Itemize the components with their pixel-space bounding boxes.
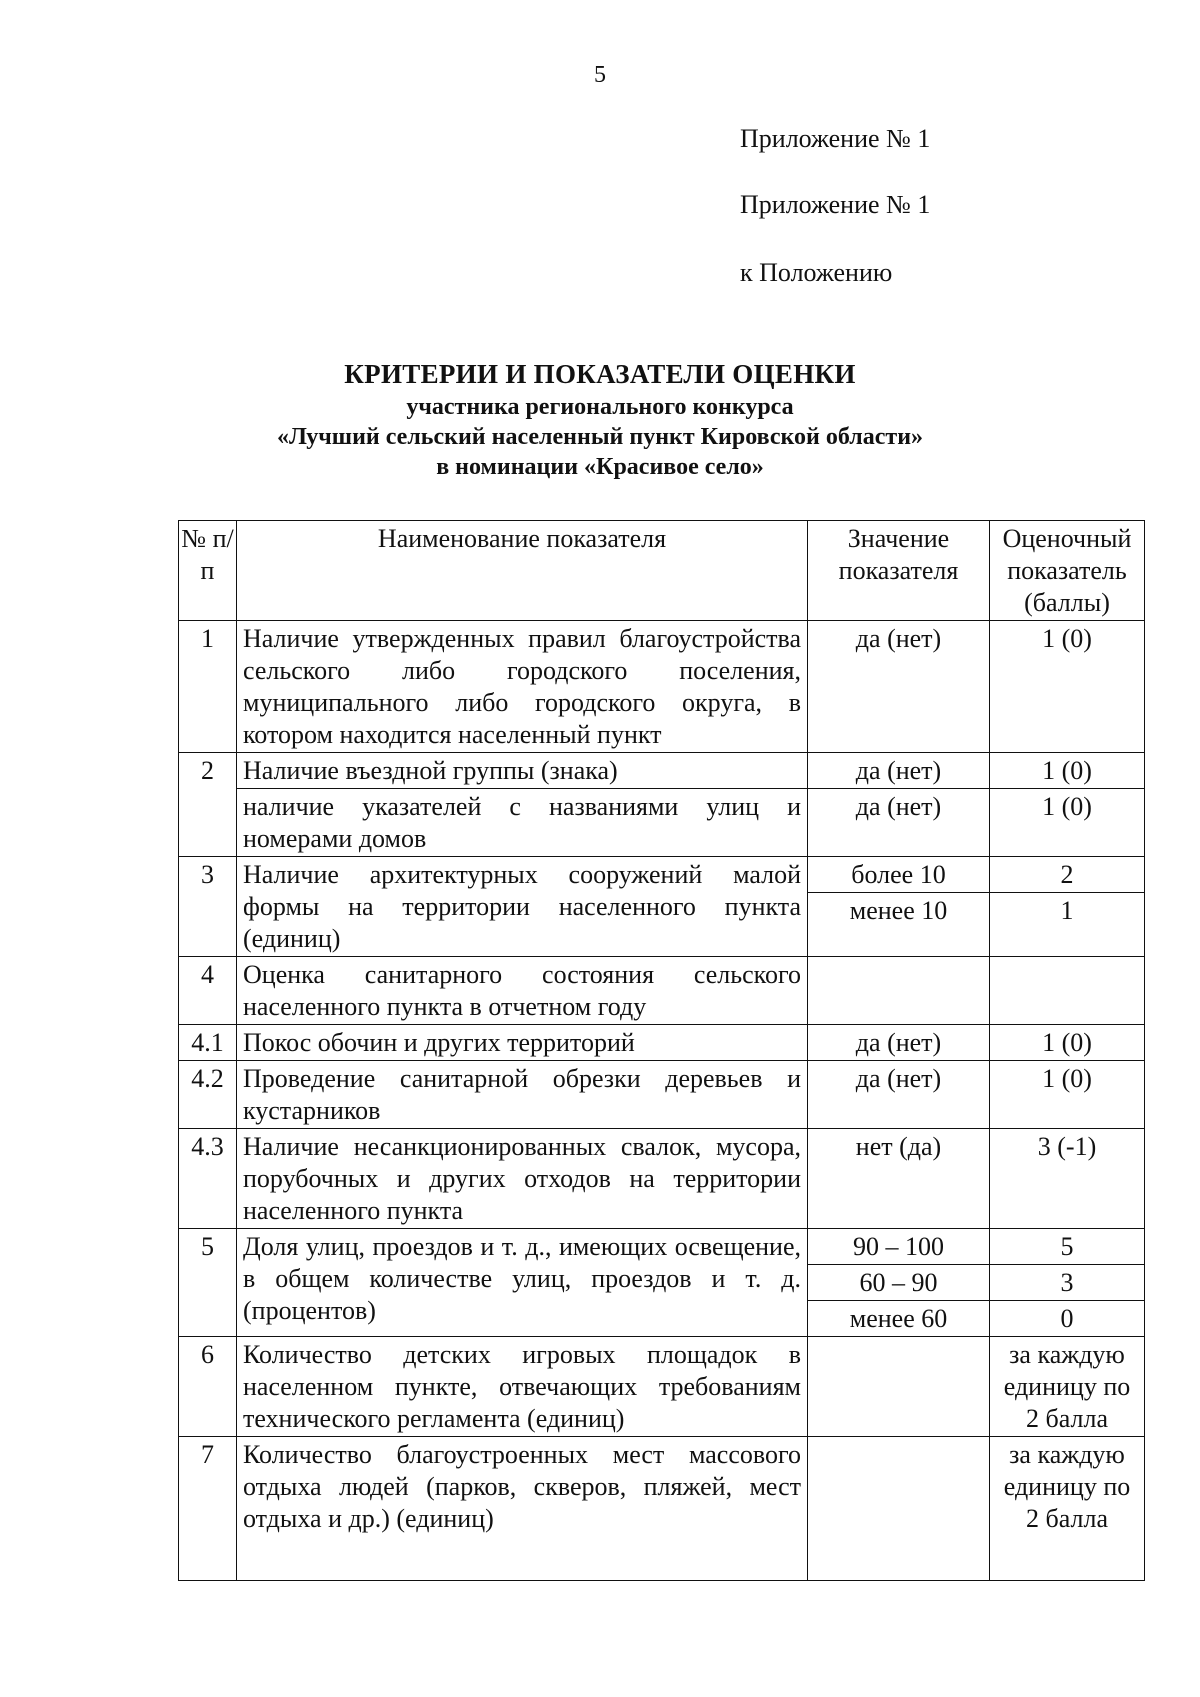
- row-value: менее 60: [808, 1301, 990, 1337]
- annex-reference: к Положению: [740, 258, 893, 287]
- row-num: 1: [179, 621, 237, 753]
- row-name: Оценка санитарного состояния сельского населенного пункта в отчетном году: [237, 957, 808, 1025]
- criteria-table: [178, 520, 1145, 1581]
- row-score: [990, 957, 1145, 1025]
- row-num: 2: [179, 753, 237, 857]
- row-value: да (нет): [808, 621, 990, 753]
- row-name: Покос обочин и других территорий: [237, 1025, 808, 1061]
- row-name: наличие указателей с названиями улиц и номерами домов: [237, 789, 808, 857]
- row-value: [808, 1337, 990, 1437]
- row-score: 1 (0): [990, 621, 1145, 753]
- row-score: 1 (0): [990, 1061, 1145, 1129]
- annex-label: Приложение № 1: [740, 124, 931, 153]
- row-num: 4.2: [179, 1061, 237, 1129]
- row-num: 3: [179, 857, 237, 957]
- row-score: 3: [990, 1265, 1145, 1301]
- title-sub-2: «Лучший сельский населенный пункт Кировской области»: [276, 424, 924, 450]
- row-value: нет (да): [808, 1129, 990, 1229]
- row-score: за каждую единицу по 2 балла: [990, 1337, 1145, 1437]
- table-header-row: [179, 521, 1145, 621]
- row-value: 60 – 90: [808, 1265, 990, 1301]
- row-name: Наличие архитектурных сооружений малой формы на территории населенного пункта (единиц): [237, 857, 808, 957]
- table-row: [179, 789, 1145, 857]
- row-name: Наличие утвержденных правил благоустройства сельского либо городского поселения, муниципального либо городского округа, в котором находится населенный пункт: [237, 621, 808, 753]
- row-value: да (нет): [808, 1025, 990, 1061]
- title-sub-3: в номинации «Красивое село»: [436, 454, 764, 480]
- row-score: 0: [990, 1301, 1145, 1337]
- row-num: 7: [179, 1437, 237, 1581]
- table-row: [179, 753, 1145, 789]
- row-score: 5: [990, 1229, 1145, 1265]
- row-num: 4.1: [179, 1025, 237, 1061]
- row-score: 2: [990, 857, 1145, 893]
- page-number: 5: [594, 62, 606, 88]
- row-num: 5: [179, 1229, 237, 1337]
- document-title: [0, 356, 1200, 482]
- table-row: [179, 1129, 1145, 1229]
- row-num: 4.3: [179, 1129, 237, 1229]
- row-value: более 10: [808, 857, 990, 893]
- row-score: 1 (0): [990, 1025, 1145, 1061]
- row-score: 3 (-1): [990, 1129, 1145, 1229]
- annex-label-repeat: Приложение № 1: [740, 190, 931, 219]
- row-value: да (нет): [808, 753, 990, 789]
- header-num: № п/п: [179, 521, 237, 621]
- row-score: 1 (0): [990, 753, 1145, 789]
- row-num: 4: [179, 957, 237, 1025]
- row-name: Проведение санитарной обрезки деревьев и кустарников: [237, 1061, 808, 1129]
- row-value: 90 – 100: [808, 1229, 990, 1265]
- title-sub-1: участника регионального конкурса: [406, 394, 794, 420]
- row-score: 1 (0): [990, 789, 1145, 857]
- row-value: [808, 1437, 990, 1581]
- table-row: [179, 1229, 1145, 1265]
- row-name: Наличие несанкционированных свалок, мусора, порубочных и других отходов на территории населенного пункта: [237, 1129, 808, 1229]
- row-name: Наличие въездной группы (знака): [237, 753, 808, 789]
- table-row: [179, 621, 1145, 753]
- row-value: да (нет): [808, 789, 990, 857]
- header-name: Наименование показателя: [237, 521, 808, 621]
- row-num: 6: [179, 1337, 237, 1437]
- table-row: [179, 857, 1145, 893]
- table-row: [179, 1061, 1145, 1129]
- row-score: 1: [990, 893, 1145, 957]
- row-name: Доля улиц, проездов и т. д., имеющих освещение, в общем количестве улиц, проездов и т. д. (процентов): [237, 1229, 808, 1337]
- header-score: Оценочный показатель (баллы): [990, 521, 1145, 621]
- table-row: [179, 1337, 1145, 1437]
- header-value: Значение показателя: [808, 521, 990, 621]
- row-value: да (нет): [808, 1061, 990, 1129]
- row-value: менее 10: [808, 893, 990, 957]
- title-main: КРИТЕРИИ И ПОКАЗАТЕЛИ ОЦЕНКИ: [344, 359, 856, 389]
- row-value: [808, 957, 990, 1025]
- table-row: [179, 1437, 1145, 1581]
- row-name: Количество благоустроенных мест массового отдыха людей (парков, скверов, пляжей, мест отдыха и др.) (единиц): [237, 1437, 808, 1581]
- row-name: Количество детских игровых площадок в населенном пункте, отвечающих требованиям технического регламента (единиц): [237, 1337, 808, 1437]
- row-score: за каждую единицу по 2 балла: [990, 1437, 1145, 1581]
- table-row: [179, 1025, 1145, 1061]
- table-row: [179, 957, 1145, 1025]
